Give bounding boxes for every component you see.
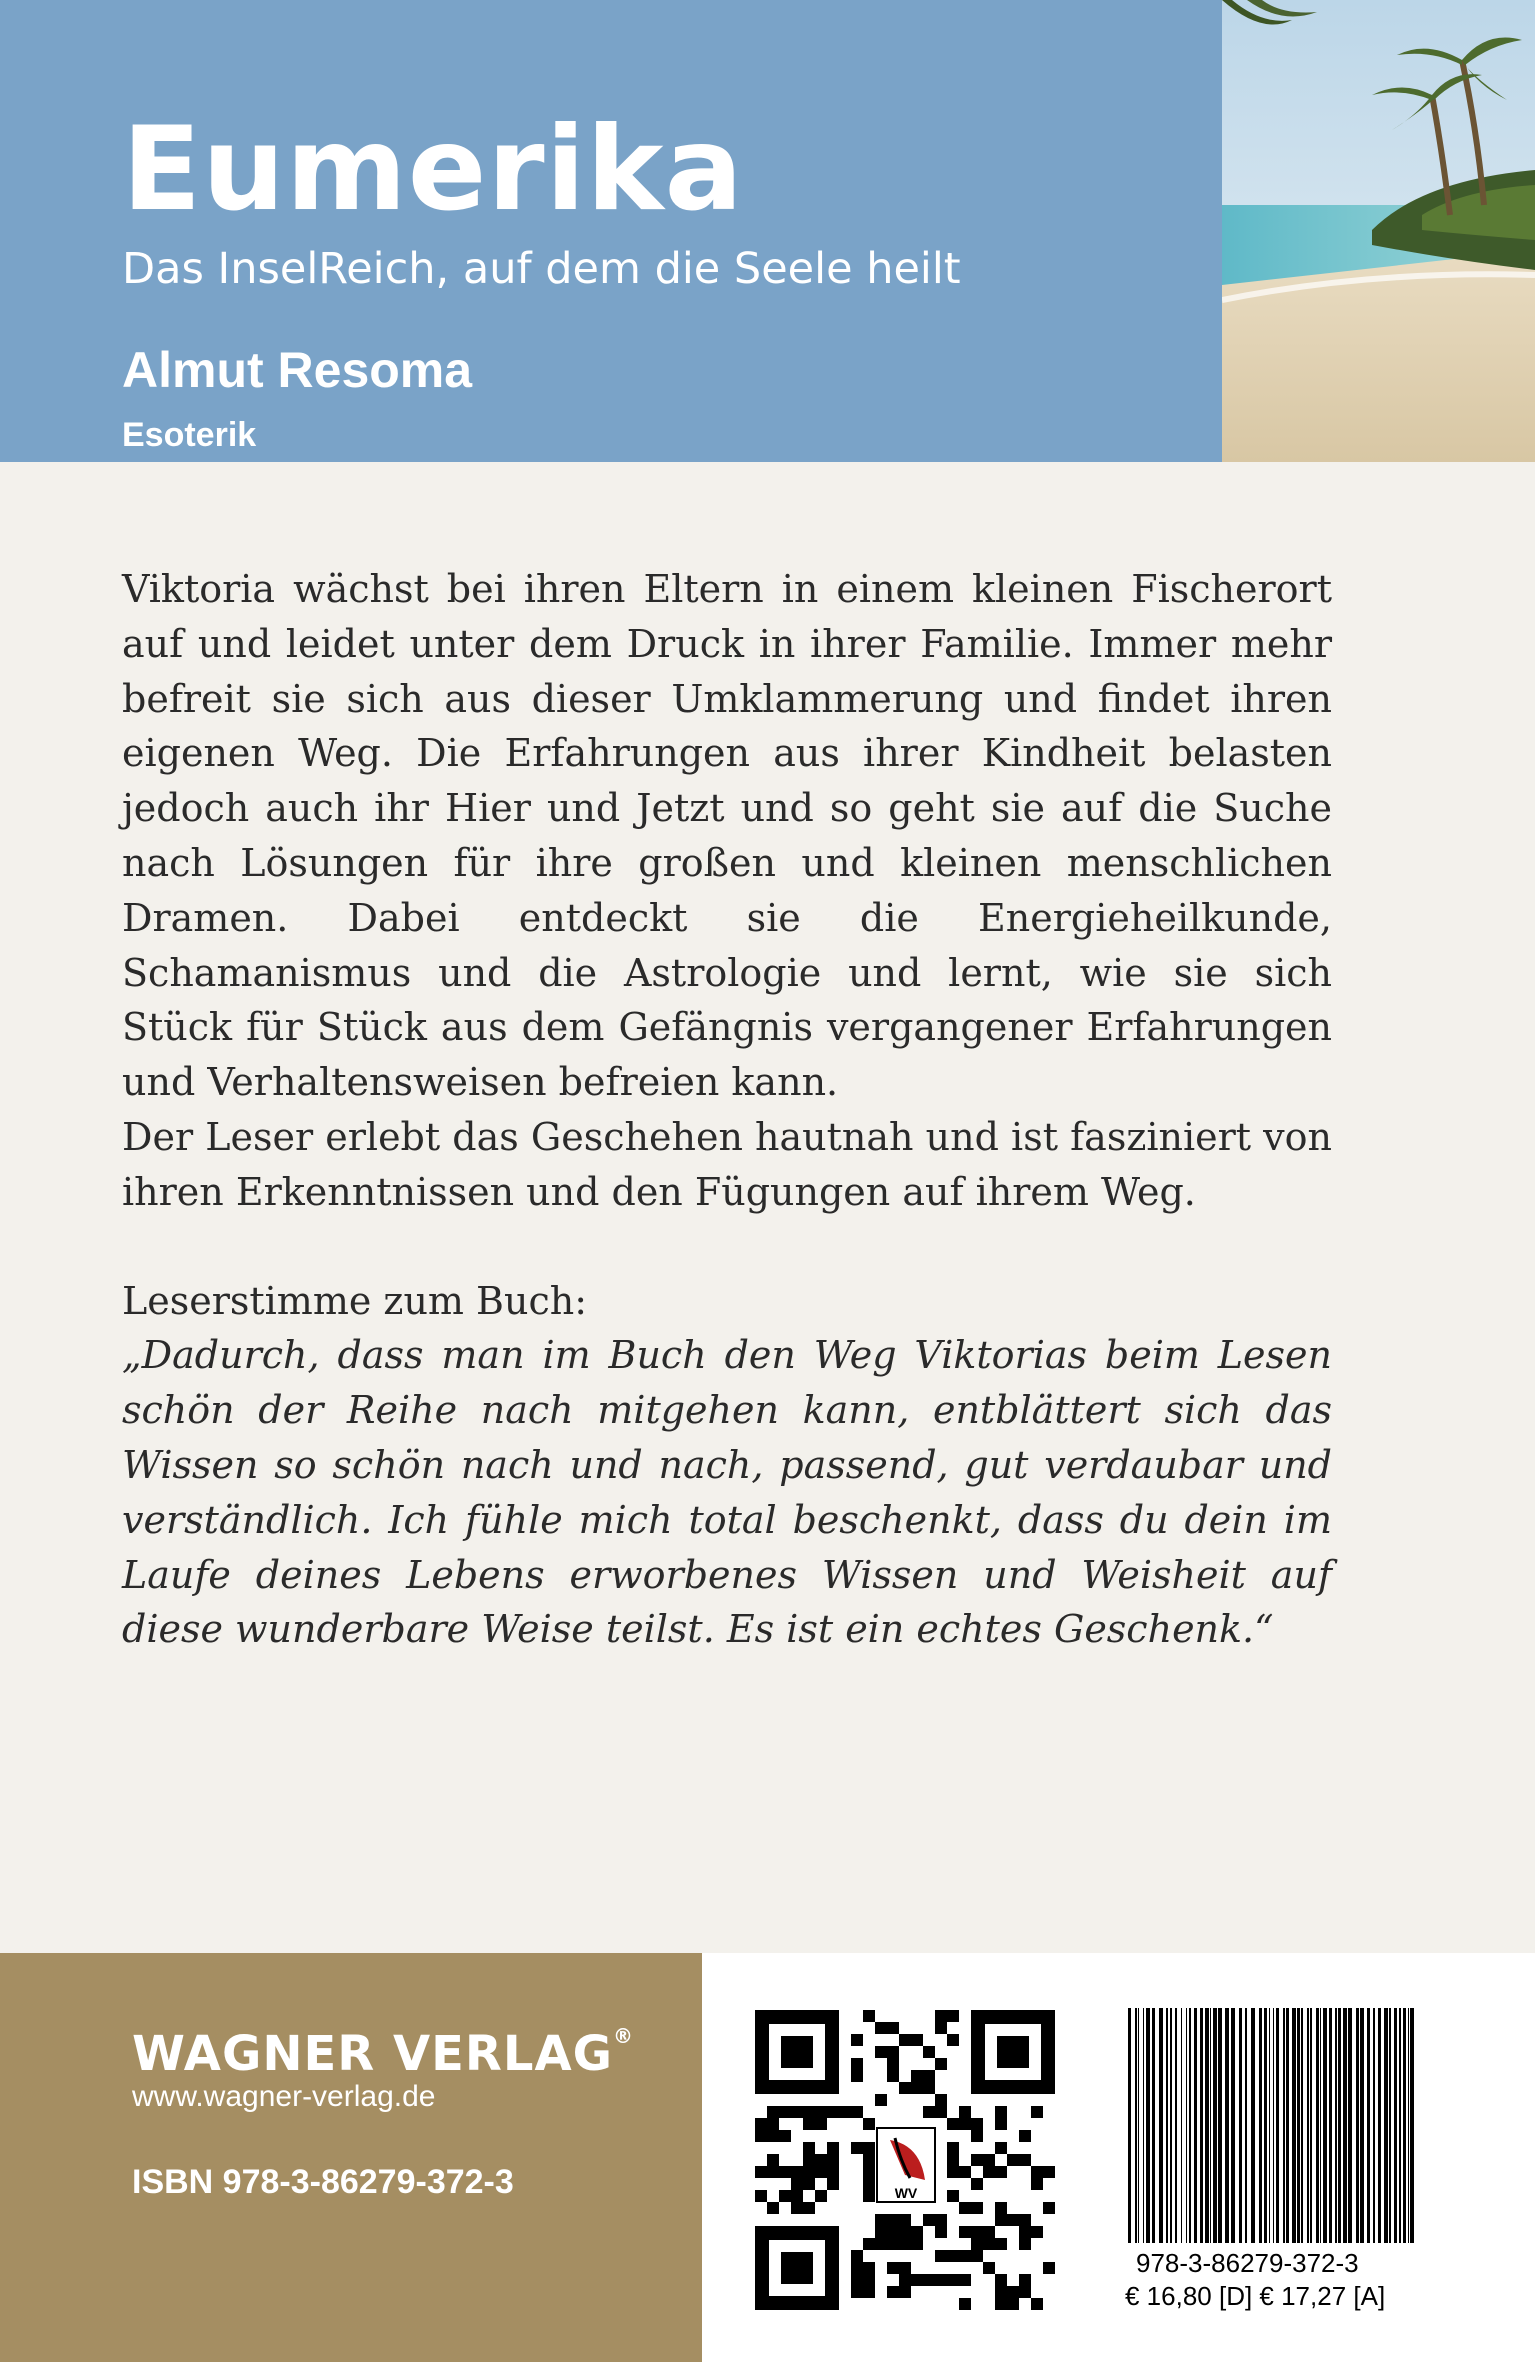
isbn-label: ISBN 978-3-86279-372-3 <box>132 2163 514 2201</box>
price-label: € 16,80 [D] € 17,27 [A] <box>1125 2281 1386 2311</box>
beach-photo <box>1222 0 1535 462</box>
barcode-icon <box>1122 2008 1422 2243</box>
publisher-website: www.wagner-verlag.de <box>132 2080 436 2113</box>
publisher-label: WAGNER VERLAG <box>132 2026 613 2082</box>
publisher-panel <box>0 1953 702 2362</box>
genre-label: Esoterik <box>122 416 257 454</box>
title-banner <box>0 0 1222 462</box>
back-cover-blurb <box>122 562 1332 1657</box>
blurb-paragraph-2: Der Leser erlebt das Geschehen hautnah und ist fasziniert von ihren Erkenntnissen und den Fügungen auf ihrem Weg. <box>122 1114 1332 1214</box>
registered-mark: ® <box>613 2024 634 2048</box>
qr-code-icon <box>755 2010 1055 2310</box>
blurb-paragraph-1: Viktoria wächst bei ihren Eltern in einem kleinen Fischerort auf und leidet unter dem Druck in ihrer Familie. Immer mehr befreit sie sich aus dieser Umklammerung und findet ihren eigenen Weg. Die Erfahrungen aus ihrer Kindheit belasten jedoch auch ihr Hier und Jetzt und so geht sie auf die Suche nach Lösungen für ihre großen und kleinen menschlichen Dramen. Dabei entdeckt sie die Energieheilkunde, Schamanismus und die Astrologie und lernt, wie sie sich Stück für Stück aus dem Gefängnis vergangener Erfahrungen und Verhaltensweisen befreien kann. <box>122 567 1332 1105</box>
book-title: Eumerika <box>122 102 744 237</box>
review-heading: Leserstimme zum Buch: <box>122 1278 587 1323</box>
qr-logo-text: WV <box>894 2185 918 2201</box>
publisher-name <box>132 2024 634 2082</box>
barcode-number: 978-3-86279-372-3 <box>1136 2248 1359 2278</box>
review-quote: „Dadurch, dass man im Buch den Weg Viktorias beim Lesen schön der Reihe nach mitgehen kann, entblättert sich das Wissen so schön nach und nach, passend, gut verdaubar und verständlich. Ich fühle mich total beschenkt, dass du dein im Laufe deines Lebens erworbenes Wissen und Weisheit auf diese wunderbare Weise teilst. Es ist ein echtes Geschenk.“ <box>122 1333 1332 1652</box>
spacer <box>122 1220 1332 1274</box>
author-name: Almut Resoma <box>122 342 473 398</box>
book-subtitle: Das InselReich, auf dem die Seele heilt <box>122 244 961 294</box>
